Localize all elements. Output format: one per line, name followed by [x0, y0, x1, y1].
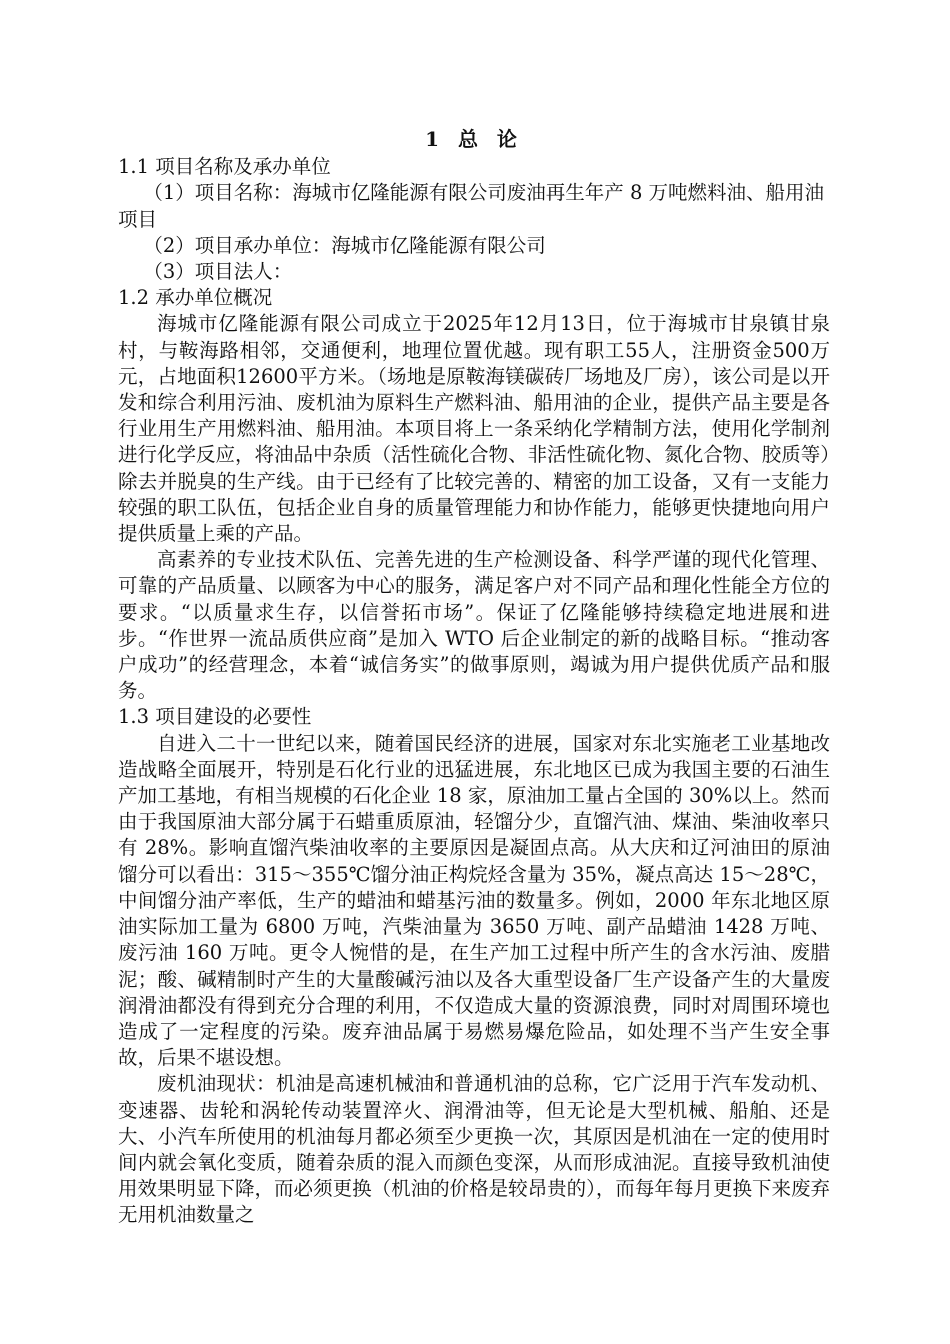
- project-name-item: （1）项目名称：海城市亿隆能源有限公司废油再生年产 8 万吨燃料油、船用油项目: [118, 181, 825, 231]
- project-legal-person-item: （3）项目法人：: [143, 260, 293, 284]
- section-heading-1-3: 1.3 项目建设的必要性: [118, 705, 312, 729]
- document-page: [118, 126, 830, 1229]
- company-overview-paragraph: 海城市亿隆能源有限公司成立于2025年12月13日，位于海城市甘泉镇甘泉村，与鞍海路相邻，交通便利，地理位置优越。现有职工55人，注册资金500万元，占地面积12600平方米。（场地是原鞍海镁碳砖厂场地及厂房），该公司是以开发和综合利用污油、废机油为原料生产燃料油、船用油的企业，提供产品主要是各行业用生产用燃料油、船用油。本项目将上一条采纳化学精制方法，使用化学制剂进行化学反应，将油品中杂质（活性硫化合物、非活性硫化物、氮化合物、胶质等）除去并脱臭的生产线。由于已经有了比较完善的、精密的加工设备，又有一支能力较强的职工队伍，包括企业自身的质量管理能力和协作能力，能够更快捷地向用户提供质量上乘的产品。: [118, 312, 830, 546]
- section-heading-1-1: 1.1 项目名称及承办单位: [118, 155, 331, 179]
- waste-oil-status-paragraph: 废机油现状：机油是高速机械油和普通机油的总称，它广泛用于汽车发动机、变速器、齿轮和涡轮传动装置淬火、润滑油等，但无论是大型机械、船舶、还是大、小汽车所使用的机油每月都必须至少更换一次，其原因是机油在一定的使用时间内就会氧化变质，随着杂质的混入而颜色变深，从而形成油泥。直接导致机油使用效果明显下降，而必须更换（机油的价格是较昂贵的），而每年每月更换下来废弃无用机油数量之: [118, 1072, 830, 1227]
- project-unit-item: （2）项目承办单位：海城市亿隆能源有限公司: [143, 233, 546, 257]
- company-quality-paragraph: 高素养的专业技术队伍、完善先进的生产检测设备、科学严谨的现代化管理、可靠的产品质量、以顾客为中心的服务，满足客户对不同产品和理化性能全方位的要求。“以质量求生存，以信誉拓市场”。保证了亿隆能够持续稳定地进展和进步。“作世界一流品质供应商”是加入 WTO 后企业制定的新的战略目标。“推动客户成功”的经营理念，本着“诚信务实”的做事原则，竭诚为用户提供优质产品和服务。: [118, 548, 830, 703]
- necessity-paragraph: 自进入二十一世纪以来，随着国民经济的进展，国家对东北实施老工业基地改造战略全面展开，特别是石化行业的迅猛进展，东北地区已成为我国主要的石油生产加工基地，有相当规模的石化企业 18 家，原油加工量占全国的 30%以上。然而由于我国原油大部分属于石蜡重质原油，轻馏分少，直馏汽油、煤油、柴油收率只有 28%。影响直馏汽柴油收率的主要原因是凝固点高。从大庆和辽河油田的原油馏分可以看出：315～355℃馏分油正构烷烃含量为 35%，凝点高达 15～28℃，中间馏分油产率低，生产的蜡油和蜡基污油的数量多。例如，2000 年东北地区原油实际加工量为 6800 万吨，汽柴油量为 3650 万吨、副产品蜡油 1428 万吨、废污油 160 万吨。更令人惋惜的是，在生产加工过程中所产生的含水污油、废腊泥；酸、碱精制时产生的大量酸碱污油以及各大重型设备厂生产设备产生的大量废润滑油都没有得到充分合理的利用，不仅造成大量的资源浪费，同时对周围环境也造成了一定程度的污染。废弃油品属于易燃易爆危险品，如处理不当产生安全事故，后果不堪设想。: [118, 731, 830, 1070]
- chapter-title: 1 总 论: [425, 127, 523, 151]
- section-heading-1-2: 1.2 承办单位概况: [118, 286, 273, 310]
